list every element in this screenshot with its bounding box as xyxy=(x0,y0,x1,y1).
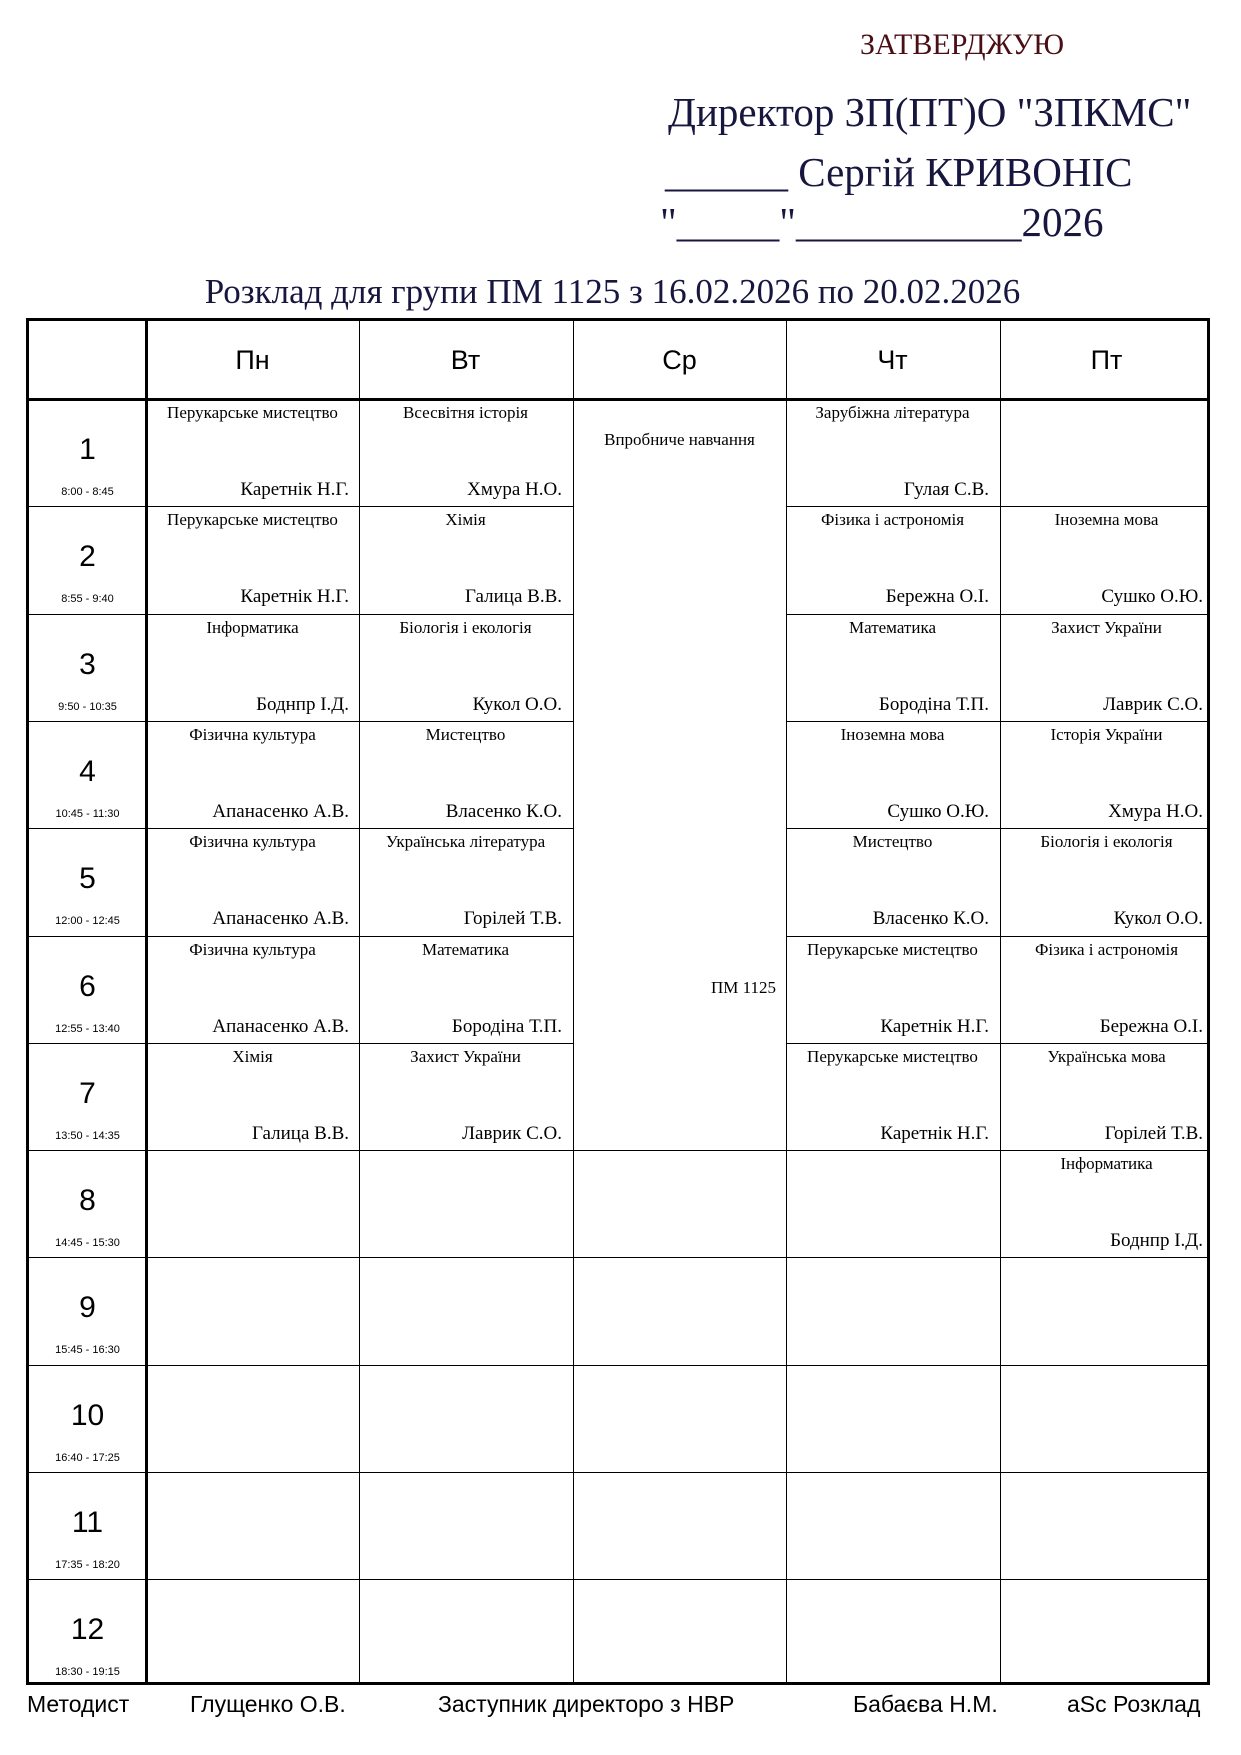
lesson-teacher: Лаврик С.О. xyxy=(462,1123,562,1144)
approval-position: Директор ЗП(ПТ)О "ЗПКМС" xyxy=(668,89,1192,135)
lesson-teacher: Боднпр І.Д. xyxy=(1110,1230,1203,1251)
period-number: 7 xyxy=(79,1077,96,1110)
row-divider xyxy=(29,1365,1207,1366)
lesson-subject: Фізична культура xyxy=(189,725,316,744)
period-time: 8:00 - 8:45 xyxy=(61,486,114,498)
period-number: 3 xyxy=(79,648,96,681)
period-time: 10:45 - 11:30 xyxy=(55,808,120,820)
lesson-subject: Історія України xyxy=(1050,725,1163,744)
period-number: 2 xyxy=(79,540,96,573)
lesson-cell-tue xyxy=(359,936,572,1043)
period-time: 12:00 - 12:45 xyxy=(55,915,120,927)
lesson-cell-tue xyxy=(359,506,572,613)
period-number: 8 xyxy=(79,1184,96,1217)
lesson-group: ПМ 1125 xyxy=(710,978,776,997)
day-header-tue: Вт xyxy=(450,344,481,375)
footer-deputy-label: Заступник директоро з НВР xyxy=(438,1691,735,1717)
approval-heading: ЗАТВЕРДЖУЮ xyxy=(860,28,1065,61)
period-number: 4 xyxy=(79,755,96,788)
lesson-subject: Біологія і екологія xyxy=(399,618,532,637)
lesson-cell-fri xyxy=(1000,1150,1213,1257)
period-number: 10 xyxy=(70,1399,105,1432)
lesson-subject: Фізична культура xyxy=(189,832,316,851)
lesson-cell-mon xyxy=(146,828,359,935)
day-header-thu: Чт xyxy=(877,344,908,375)
lesson-cell-thu xyxy=(786,721,999,828)
approval-signer: ______ Сергій КРИВОНІС xyxy=(665,149,1133,195)
lesson-subject: Фізична культура xyxy=(189,940,316,959)
lesson-subject: Хімія xyxy=(232,1047,273,1066)
lesson-cell-fri xyxy=(1000,936,1213,1043)
lesson-teacher: Лаврик С.О. xyxy=(1103,694,1203,715)
period-number: 11 xyxy=(71,1506,104,1539)
lesson-subject: Математика xyxy=(848,618,937,637)
lesson-cell-thu xyxy=(786,614,999,721)
lesson-subject: Хімія xyxy=(445,510,486,529)
period-time: 18:30 - 19:15 xyxy=(55,1666,120,1678)
lesson-cell-fri xyxy=(1000,721,1213,828)
lesson-teacher: Бородіна Т.П. xyxy=(878,694,989,715)
day-header-fri: Пт xyxy=(1090,344,1123,375)
lesson-teacher: Гулая С.В. xyxy=(903,479,989,500)
lesson-cell-tue xyxy=(359,1043,572,1150)
lesson-cell-mon xyxy=(146,614,359,721)
period-number: 6 xyxy=(79,970,96,1003)
lesson-cell-mon xyxy=(146,506,359,613)
lesson-subject: Фізика і астрономія xyxy=(820,510,965,529)
row-divider xyxy=(29,1257,1207,1258)
lesson-cell-fri xyxy=(1000,506,1213,613)
lesson-subject: Перукарське мистецтво xyxy=(167,510,338,529)
footer-software: aSc Розклад xyxy=(1067,1691,1201,1717)
lesson-subject: Перукарське мистецтво xyxy=(807,1047,978,1066)
lesson-subject: Інформатика xyxy=(1060,1154,1153,1173)
lesson-cell-mon xyxy=(146,721,359,828)
period-number: 12 xyxy=(70,1613,105,1646)
day-header-mon: Пн xyxy=(235,344,270,375)
footer-methodist-name: Глущенко О.В. xyxy=(190,1691,346,1717)
timetable-grid xyxy=(26,318,1210,1685)
period-time: 16:40 - 17:25 xyxy=(55,1452,120,1464)
footer-methodist-label: Методист xyxy=(27,1691,130,1717)
lesson-subject: Іноземна мова xyxy=(1054,510,1159,529)
lesson-teacher: Горілей Т.В. xyxy=(1104,1123,1203,1144)
lesson-cell-fri xyxy=(1000,399,1213,506)
lesson-subject: Мистецтво xyxy=(425,725,506,744)
lesson-subject: Мистецтво xyxy=(852,832,933,851)
lesson-subject: Українська література xyxy=(385,832,546,851)
period-time: 9:50 - 10:35 xyxy=(58,701,117,713)
lesson-teacher: Горілей Т.В. xyxy=(463,908,562,929)
lesson-cell-mon xyxy=(146,1043,359,1150)
lesson-subject: Всесвітня історія xyxy=(403,403,528,422)
lesson-subject: Зарубіжна література xyxy=(815,403,970,422)
lesson-cell-tue xyxy=(359,721,572,828)
period-number: 5 xyxy=(79,862,96,895)
lesson-subject: Інформатика xyxy=(206,618,299,637)
lesson-teacher: Боднпр І.Д. xyxy=(256,694,349,715)
lesson-teacher: Каретнік Н.Г. xyxy=(880,1123,989,1144)
approval-date-line: "_____"___________2026 xyxy=(660,199,1104,245)
lesson-teacher: Бережна О.І. xyxy=(885,586,989,607)
lesson-subject: Математика xyxy=(421,940,510,959)
lesson-teacher: Бородіна Т.П. xyxy=(451,1016,562,1037)
lesson-teacher: Каретнік Н.Г. xyxy=(240,586,349,607)
lesson-teacher: Сушко О.Ю. xyxy=(1101,586,1203,607)
lesson-cell-tue xyxy=(359,828,572,935)
lesson-teacher: Власенко К.О. xyxy=(445,801,562,822)
lesson-subject: Іноземна мова xyxy=(840,725,945,744)
lesson-teacher: Власенко К.О. xyxy=(872,908,989,929)
lesson-teacher: Апанасенко А.В. xyxy=(212,801,349,822)
lesson-teacher: Сушко О.Ю. xyxy=(887,801,989,822)
lesson-cell-fri xyxy=(1000,614,1213,721)
lesson-cell-tue xyxy=(359,614,572,721)
page-title: Розклад для групи ПМ 1125 з 16.02.2026 по 20.02.2026 xyxy=(204,272,1021,311)
lesson-cell-fri xyxy=(1000,1043,1213,1150)
lesson-teacher: Хмура Н.О. xyxy=(1108,801,1203,822)
lesson-cell-fri xyxy=(1000,828,1213,935)
lesson-teacher: Галица В.В. xyxy=(252,1123,349,1144)
lesson-cell-thu xyxy=(786,506,999,613)
day-header-wed: Ср xyxy=(662,344,697,375)
lesson-cell-mon xyxy=(146,936,359,1043)
period-time: 15:45 - 16:30 xyxy=(55,1344,120,1356)
period-time: 13:50 - 14:35 xyxy=(55,1130,120,1142)
lesson-teacher: Апанасенко А.В. xyxy=(212,1016,349,1037)
period-number: 1 xyxy=(79,433,96,466)
lesson-subject: Перукарське мистецтво xyxy=(807,940,978,959)
lesson-subject: Впробниче навчання xyxy=(604,430,755,449)
lesson-cell-tue xyxy=(359,399,572,506)
period-time: 14:45 - 15:30 xyxy=(55,1237,120,1249)
row-divider xyxy=(29,1472,1207,1473)
lesson-teacher: Кукол О.О. xyxy=(472,694,562,715)
lesson-subject: Фізика і астрономія xyxy=(1034,940,1179,959)
lesson-teacher: Галица В.В. xyxy=(465,586,562,607)
period-time: 12:55 - 13:40 xyxy=(55,1023,120,1035)
lesson-cell-thu xyxy=(786,1043,999,1150)
lesson-subject: Захист України xyxy=(410,1047,521,1066)
lesson-teacher: Каретнік Н.Г. xyxy=(240,479,349,500)
lesson-subject: Захист України xyxy=(1051,618,1162,637)
lesson-cell-thu xyxy=(786,936,999,1043)
lesson-cell-mon xyxy=(146,399,359,506)
lesson-cell-thu xyxy=(786,399,999,506)
lesson-teacher: Апанасенко А.В. xyxy=(212,908,349,929)
footer-deputy-name: Бабаєва Н.М. xyxy=(853,1691,998,1717)
lesson-teacher: Бережна О.І. xyxy=(1099,1016,1203,1037)
lesson-subject: Біологія і екологія xyxy=(1040,832,1173,851)
lesson-cell-wed-merged xyxy=(573,399,786,1043)
period-time: 8:55 - 9:40 xyxy=(61,593,114,605)
period-time: 17:35 - 18:20 xyxy=(55,1559,120,1571)
lesson-teacher: Каретнік Н.Г. xyxy=(880,1016,989,1037)
lesson-cell-thu xyxy=(786,828,999,935)
lesson-teacher: Кукол О.О. xyxy=(1113,908,1203,929)
period-number: 9 xyxy=(79,1291,96,1324)
lesson-subject: Перукарське мистецтво xyxy=(167,403,338,422)
lesson-teacher: Хмура Н.О. xyxy=(467,479,562,500)
lesson-subject: Українська мова xyxy=(1047,1047,1166,1066)
row-divider xyxy=(29,1579,1207,1580)
